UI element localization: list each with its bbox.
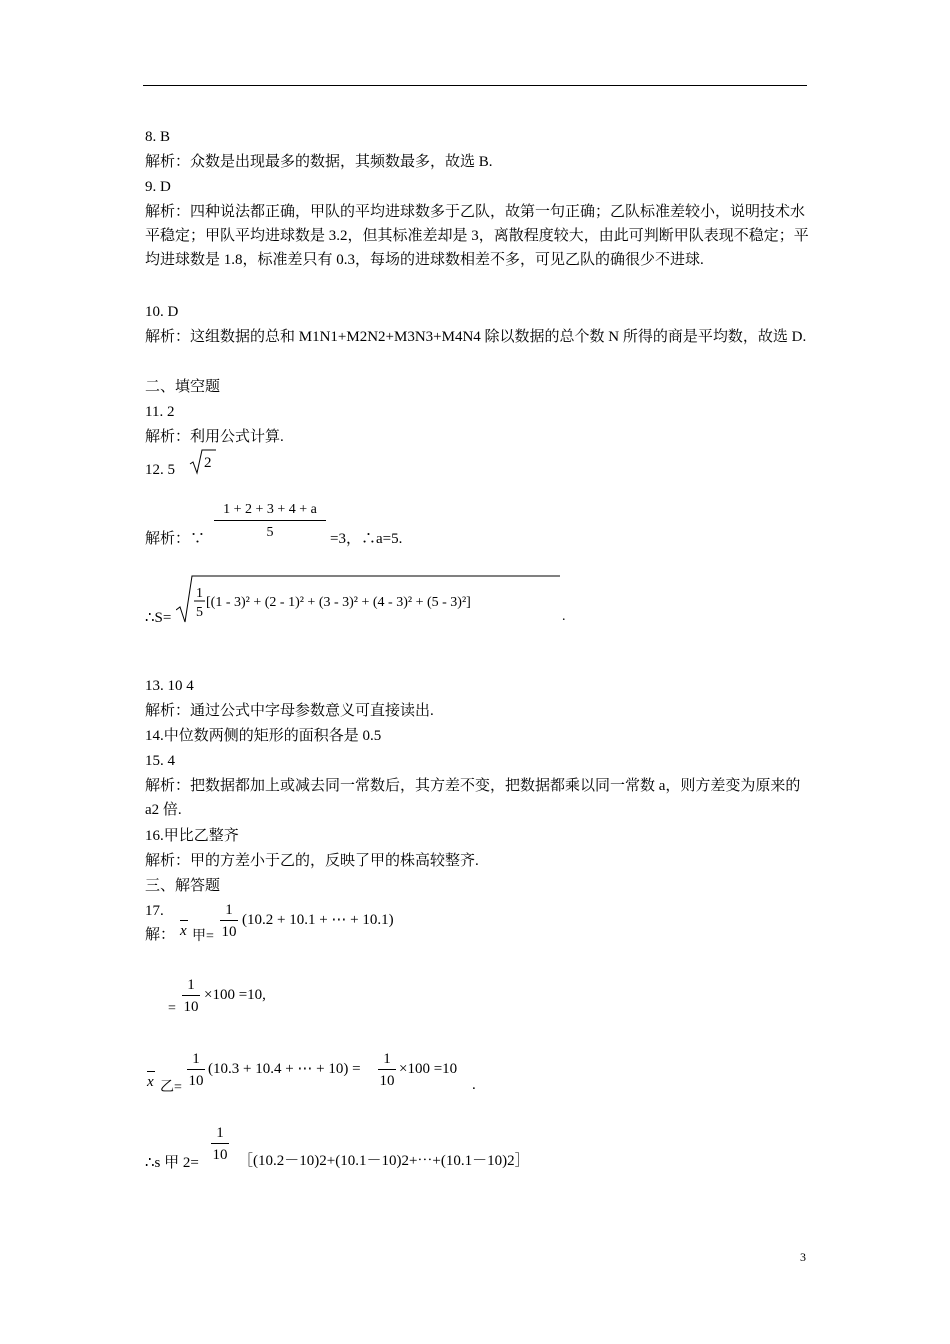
frac-ten-e: 10	[212, 1147, 228, 1163]
xbar-overline	[180, 920, 188, 921]
answer-12: 12. 5	[145, 462, 175, 478]
mean-denominator: 5	[266, 525, 274, 540]
explanation-15: 解析：把数据都加上或减去同一常数后，其方差不变，把数据都乘以同一常数 a，则方差变为原来的 a2 倍.	[145, 778, 801, 818]
solution-label: 解：	[145, 927, 176, 943]
std-period: .	[562, 609, 566, 624]
times-100-yi: ×100 =10	[399, 1061, 458, 1077]
period-yi: .	[472, 1077, 476, 1093]
sqrt2-formula	[188, 447, 218, 477]
sum-yi: (10.3 + 10.4 + ⋯ + 10) =	[208, 1061, 361, 1077]
frac-one-c: 1	[192, 1051, 200, 1067]
explanation-12-prefix: 解析：∵	[145, 531, 206, 547]
std-dev-formula	[176, 570, 568, 626]
frac-bar-c	[187, 1069, 205, 1070]
frac-one-b: 1	[187, 977, 195, 993]
frac-bar-a	[220, 920, 238, 921]
fraction-bar	[214, 520, 326, 521]
answer-13: 13. 10 4	[145, 678, 194, 694]
equals-sign: =	[168, 1001, 176, 1016]
explanation-8: 解析：众数是出现最多的数据，其频数最多，故选 B.	[145, 154, 493, 170]
variance-jia-label: ∴s 甲 2=	[145, 1155, 199, 1171]
problem-17: 17.	[145, 903, 164, 919]
answer-16: 16.甲比乙整齐	[145, 828, 239, 844]
xbar-jia: x	[180, 923, 187, 939]
frac-ten-b: 10	[183, 999, 199, 1015]
std-body: [(1 - 3)² + (2 - 1)² + (3 - 3)² + (4 - 3)² + (5 - 3)²]	[206, 595, 471, 610]
xbar-overline-yi	[147, 1071, 155, 1072]
section-solutions: 三、解答题	[145, 878, 221, 894]
section-fill-blank: 二、填空题	[145, 379, 221, 395]
sqrt2-radicand: 2	[204, 455, 212, 471]
times-100-jia: ×100 =10,	[204, 987, 266, 1003]
frac-bar-d	[378, 1069, 396, 1070]
frac-one-d: 1	[383, 1051, 391, 1067]
answer-9: 9. D	[145, 179, 171, 195]
frac-ten-a: 10	[221, 924, 237, 940]
mean-numerator: 1 + 2 + 3 + 4 + a	[223, 502, 317, 517]
explanation-13: 解析：通过公式中字母参数意义可直接读出.	[145, 703, 434, 719]
variance-jia-body: ［(10.2－10)2+(10.1－10)2+⋯+(10.1－10)2］	[238, 1153, 530, 1169]
answer-10: 10. D	[145, 304, 179, 320]
answer-11: 11. 2	[145, 404, 175, 420]
xbar-yi: x	[147, 1074, 154, 1090]
frac-ten-d: 10	[379, 1073, 395, 1089]
header-rule	[143, 85, 807, 86]
frac-one-a: 1	[225, 902, 233, 918]
answer-14: 14.中位数两侧的矩形的面积各是 0.5	[145, 728, 382, 744]
explanation-12-suffix: =3，∴a=5.	[330, 531, 403, 547]
explanation-9: 解析：四种说法都正确，甲队的平均进球数多于乙队，故第一句正确；乙队标准差较小，说明技术水平稳定；甲队平均进球数是 3.2，但其标准差却是 3，离散程度较大，由此可判断甲队表现不稳定；平均进球数是 1.8，标准差只有 0.3，每场的进球数相差不多，可见乙队的确很少不进球.	[145, 204, 809, 268]
answer-8: 8. B	[145, 129, 171, 145]
frac-one-e: 1	[216, 1125, 224, 1141]
page-number: 3	[800, 1250, 806, 1264]
yi-subscript: 乙=	[160, 1080, 182, 1095]
answer-15: 15. 4	[145, 753, 175, 769]
frac-bar-e	[211, 1143, 229, 1144]
jia-subscript: 甲=	[192, 929, 214, 944]
sum-jia: (10.2 + 10.1 + ⋯ + 10.1)	[242, 912, 394, 928]
explanation-10: 解析：这组数据的总和 M1N1+M2N2+M3N3+M4N4 除以数据的总个数 N 所得的商是平均数，故选 D.	[145, 329, 807, 345]
std-five: 5	[196, 605, 203, 620]
frac-ten-c: 10	[188, 1073, 204, 1089]
frac-bar-b	[182, 995, 200, 996]
std-one: 1	[196, 586, 203, 601]
explanation-16: 解析：甲的方差小于乙的，反映了甲的株高较整齐.	[145, 853, 479, 869]
explanation-11: 解析：利用公式计算.	[145, 429, 284, 445]
std-dev-prefix: ∴S=	[145, 610, 172, 626]
